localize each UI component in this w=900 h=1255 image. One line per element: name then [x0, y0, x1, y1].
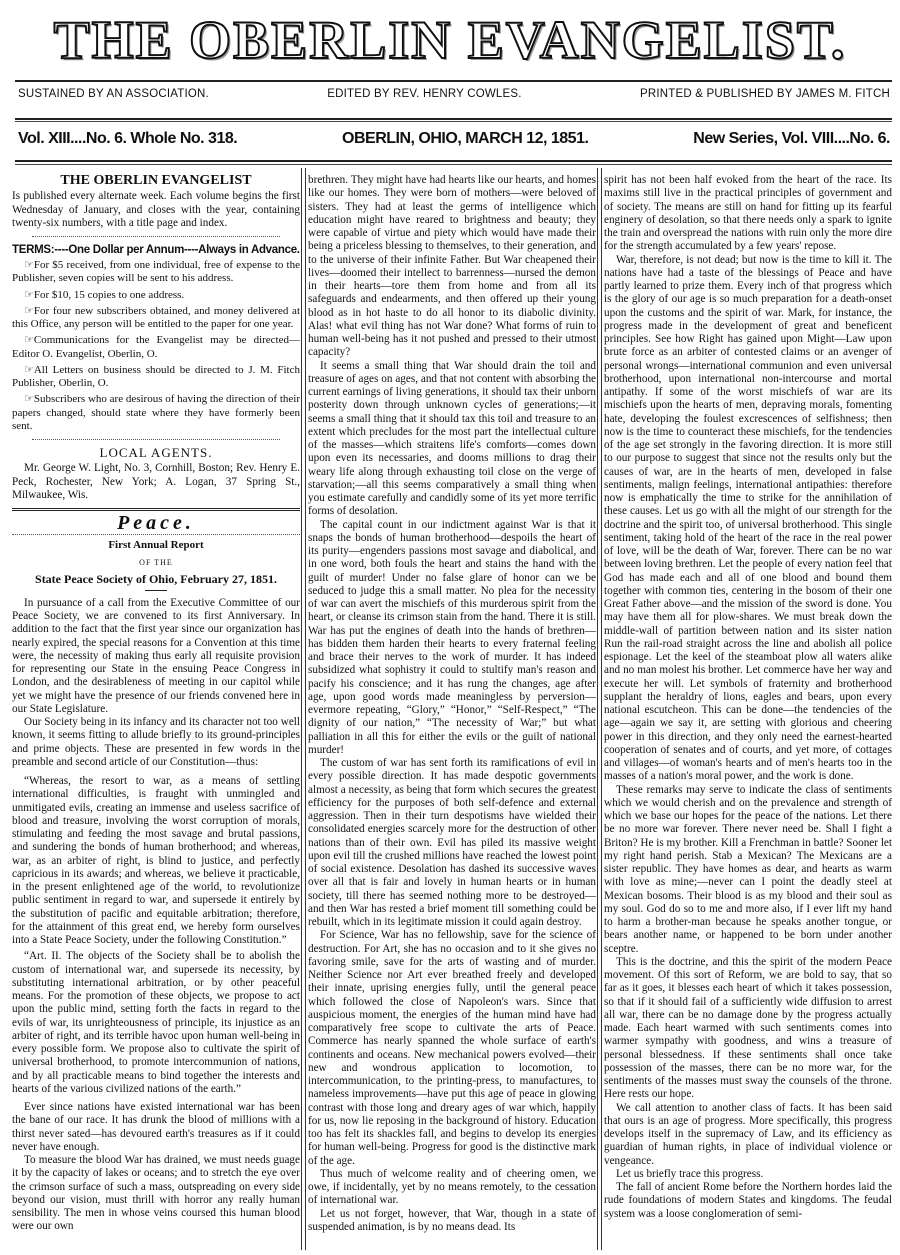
masthead — [0, 0, 900, 80]
paragraph: These remarks may serve to indicate the class of sentiments which we would cherish and on the prevalence and strength of which we base our hopes for the peace of the nations. Let there be no more war forever. There never need be. Shall I fight a Briton? He is my brother. Kill a Frenchman in battle? Sooner let my right hand perish. Stab a Mexican? The Mexicans are a sister republic. They have homes as dear, and hearts as warm with love as mine;—never can I point the deadly steel at Mexican bosoms. Their blood is as my blood and their soul as my soul. God do so to me and more also, if I ever lift my hand to harm a brother-man because he speaks another tongue, or bears another name, or happened to be born under another sceptre. — [604, 783, 892, 955]
paragraph: For Science, War has no fellowship, save for the science of destruction. For Art, she has no occasion and to it she gives no favoring smile, save for the arts of wasting and of murder. Neither Science nor Art ever breathed freely and developed their innate, uprising energies fully, until the general peace which followed the close of Napoleon's wars. Since that auspicious moment, the energies of the human mind have had comparatively free scope to cultivate the arts of Peace. Commerce has nearly spanned the whole surface of earth's continents and oceans. New mechanical powers evolved—their new and wondrous application to locomotion, to intercommunication, to the printing-press, to manufactures, to nameless improvements—have put this age of peace in glowing contrast with those long and dreary ages of war which, happily for us, now lie reposing in the background of history. Education too has felt its shackles fall, and begins to develop its energies for human well-being. Progress for good is the distinctive mark of the age. — [308, 929, 596, 1167]
agents-list: Mr. George W. Light, No. 3, Cornhill, Boston; Rev. Henry E. Peck, Rochester, New York; A. Logan, 37 Spring St., Milwaukee, Wis. — [12, 462, 300, 501]
paragraph: The fall of ancient Rome before the Northern hordes laid the rude foundations of modern States and kingdoms. The feudal system was a loose conglomeration of semi- — [604, 1181, 892, 1220]
column-1 — [12, 174, 300, 1234]
report-society: State Peace Society of Ohio, February 27, 1851. — [35, 571, 277, 586]
notice: ☞For $5 received, from one individual, free of expense to the Publisher, seven copies will be sent to his address. — [12, 259, 300, 285]
paragraph: The capital count in our indictment against War is that it snaps the bonds of human brotherhood—despoils the heart of its purity—engenders passions most savage and diabolical, and in one word, both fouls the heart and stains the hand with the guilt of murder! Under no false glare of honor can we be seduced to judge this a small matter. No plea for the necessity of war can avert the mischiefs of this murderous spirit from the heart, or cleanse its crimson stain from the hand. There it is still. War has put the engines of death into the hands of brethren—has bidden them harden their hearts to every fraternal feeling and brace their nerves to the work of murder. It has indeed subsidized what sophistry it could to stultify man's reason and pacify his conscience; and it has rung the changes, age after age, upon good words made meaningless by perversion—evermore repeating, “Glory,” “Honor,” “Self-Respect,” “The dignity of our nation,” “The necessity of War;” but what palliation in all this for either the evils or the guilt of national murder! — [308, 518, 596, 756]
column-2 — [308, 174, 596, 1234]
column-divider — [301, 168, 306, 1250]
paragraph: We call attention to another class of facts. It has been said that ours is an age of progress. More specifically, this progress develops itself in the supremacy of Law, and its efficiency as guardian of human rights, in place of individual violence or vengeance. — [604, 1101, 892, 1167]
paragraph: To measure the blood War has drained, we must needs guage it by the capacity of lakes or oceans; and to stretch the eye over the crimson surface of such a mass, outspreading on every side beyond our vision, must thrill with horror any really human sensibility. The men in whose veins coursed this human blood were our own — [12, 1154, 300, 1233]
quote-paragraph: “Art. II. The objects of the Society shall be to abolish the custom of international war, and supersede its necessity, by substituting international arbitration, or by other peaceful means. For the promotion of these objects, we propose to act upon the public mind, setting forth the facts in regard to the evils of war, its unrighteousness of principle, its injustice as an arbiter of right, and its terrible havoc upon human well-being in every possible form. We propose also to cultivate the spirit of universal brotherhood, to promote intercommunion of nations, and by all practicable means to bind together the interests and hearts of the various civilized nations of the earth.” — [12, 950, 300, 1095]
info-intro: Is published every alternate week. Each volume begins the first Wednesday of January, and closes with the year, containing twenty-six numbers, with a title page and index. — [12, 190, 300, 229]
divider — [15, 160, 892, 162]
divider — [12, 534, 300, 535]
paragraph: This is the doctrine, and this the spirit of the modern Peace movement. Of this sort of Reform, we are bold to say, that so far as it goes, it blesses each heart of which it takes possession, so that if it should fail of a sufficiently wide diffusion to arrest all war, there can be no damage done by the progress actually made. Each heart warmed with such sentiments comes into warmer sympathy with goodness, and wins a treasure of personal blessedness. If these sentiments shall once take possession of the masses, there can be no more war, for the sentiments of the masses must sway the counsels of the throne. Here rests our hope. — [604, 955, 892, 1101]
paragraph: It seems a small thing that War should drain the toil and treasure of ages on ages, and that not content with absorbing the current earnings of living generations, it should tax their unborn posterity down through unknown cycles of generations;—it seems a small thing that it should tax this toil and treasure to an extent which precludes for the most part the intellectual culture of the masses—which straitens life's comforts—comes down upon even its necessaries, and dooms millions to drag their weary life along through exhausting toil close on the verge of starvation;—all this seems comparatively a small thing when you estimate carefully and candidly some of its yet more terrific forms of desolation. — [308, 359, 596, 518]
paragraph: In pursuance of a call from the Executive Committee of our Peace Society, we are convened to its first Anniversary. In addition to the fact that the first year since our organization has nearly expired, the special reasons for a Convention at this time were, the necessity of making thus early all requisite provision for representing our State in the ensuing Peace Congress in London, and the desirableness of meeting in our capitol while yet we might have the presence of our friends convened here in our State Legislature. — [12, 596, 300, 715]
column-divider — [597, 168, 602, 1250]
divider — [145, 590, 167, 591]
divider — [15, 121, 892, 122]
divider — [12, 508, 300, 511]
publisher: PRINTED & PUBLISHED BY JAMES M. FITCH — [639, 88, 890, 100]
paragraph: spirit has not been half evoked from the heart of the race. Its maxims still live in the practical principles of government and of society. The means are still on hand for fitting up its fearful enginery of desolation, so that there needs only a spark to ignite the train and overspread the nations with ruin only the more dire for the strength accumulated by a few years' repose. — [604, 174, 892, 253]
series-number: New Series, Vol. VIII....No. 6. — [693, 130, 890, 147]
sustained-by: SUSTAINED BY AN ASSOCIATION. — [18, 88, 209, 100]
section-heading: Peace. — [117, 512, 195, 534]
editor: EDITED BY REV. HENRY COWLES. — [327, 88, 522, 100]
terms: TERMS:----One Dollar per Annum----Always in Advance. — [12, 244, 300, 256]
quote-paragraph: “Whereas, the resort to war, as a means of settling international difficulties, is fraught with unmingled and unmitigated evils, creating an immense and useless sacrifice of blood and treasure, involving the worst corruption of morals, stimulating and feeding the most savage and brutal passions, and sundering the bonds of human brotherhood; and whereas, war, as an arbiter of right, is blind to justice, and perfectly capricious in its awards; and whereas, we believe it practicable, in the present enlightened age of the world, to revolutionize public sentiment in regard to war, and supersede it entirely by the substitution of pacific and equitable arbitration; therefore, for the attainment of this great end, we hereby form ourselves into a State Peace Society, under the following Constitution.” — [12, 775, 300, 946]
newspaper-title: THE OBERLIN EVANGELIST. — [53, 10, 847, 70]
divider — [15, 164, 892, 165]
paragraph: Ever since nations have existed international war has been the bane of our race. It has drunk the blood of millions with a thirst never sated—has devoured earth's treasures as if it could never have enough. — [12, 1101, 300, 1153]
issue-line — [18, 130, 890, 154]
report-of-the: OF THE — [139, 557, 173, 567]
notice: ☞All Letters on business should be directed to J. M. Fitch Publisher, Oberlin, O. — [12, 363, 300, 389]
column-3 — [604, 174, 892, 1221]
paragraph: The custom of war has sent forth its ramifications of evil in every possible direction. It has made despotic governments almost a necessity, as being that form which secures the greatest efficiency for the purposes of both self-defence and external aggression. Then in their turn despotisms have wielded their consolidated energies scarcely more for the destruction of other nations than of their own. Evil has piled its massive weight upon evil till the crushed millions have reached the lowest point of social existence. Desolation has dashed its successive waves over all that is fair and lovely in human hearts or in human society, till there has seemed nothing more to be destroyed—and then War has rested a brief moment till something could be rebuilt, which in its legitimate mission it could again destroy. — [308, 757, 596, 928]
paragraph: Let us not forget, however, that War, though in a state of suspended animation, is by no means dead. Its — [308, 1207, 596, 1233]
notice: ☞For four new subscribers obtained, and money delivered at this Office, any person will be entitled to the paper for one year. — [12, 304, 300, 330]
header-credits — [18, 88, 890, 108]
divider — [32, 236, 280, 237]
agents-title: LOCAL AGENTS. — [99, 445, 213, 460]
paragraph: brethren. They might have had hearts like our hearts, and homes like our homes. They were born of mothers—were beloved of sisters. They had at least the germs of intelligence which education might have reared to brightness and beauty; they were capable of virtue and piety which would have made their being a priceless blessing to themselves, to their generation, and to the universe of their infinite Father. But War cheapened their lives—doomed their intellect to barrenness—nursed the demon in their hearts—tore them from home and from all its safeguards and endearments, and then offered up their young blood as in hot haste to do all honor to its diabolic divinity. Alas! what evil thing has not War done? What forms of ruin to human well-being has it not pushed and pressed to their utmost capacity? — [308, 174, 596, 359]
dateline: OBERLIN, OHIO, MARCH 12, 1851. — [342, 130, 589, 147]
notice: ☞For $10, 15 copies to one address. — [24, 288, 185, 301]
paragraph: Our Society being in its infancy and its character not too well known, it seems fitting to allude briefly to its ground-principles and prime objects. These are presented in few words in the preamble and second article of our Constitution—thus: — [12, 716, 300, 768]
paragraph: War, therefore, is not dead; but now is the time to kill it. The nations have had a taste of the blessings of Peace and have partly learned to prize them. Every inch of that progress which is the glory of our age is so much preparation for a death-onset upon the customs and the spirit of war. Mark, for instance, the progress made in the development of great and beneficent principles. See how Right has gained upon Might—Law upon brute force as an arbiter of contested claims or an avenger of personal wrongs—international communion and even universal brotherhood, upon international non-intercourse and mortal antipathy. If some of the worst mischiefs of war are its mischiefs upon the hearts of men, depraving morals, fomenting hate, developing the foulest excrescences of selfishness; then now is the time to counteract these mischiefs, for the tendencies of the age set strongly in the favoring direction. It is more still to our purpose to suggest that since not the results only but the causes of war, are in the hearts of men, developed in false sentiments, malign feelings, international antipathies: therefore now is emphatically the time to strike for the annihilation of these causes. Let us go with all the might of our strength for the doctrine and the spirit too, of universal brotherhood. This single sentiment, taking hold of the heart of the race in the real power of love, will be the death of War, forever. There can be no war between loving brethren. Let the people of every nation feel that God has made each and all of one blood and bound them together with common ties, centering in the bosom of their one Great Father above—and the mission of the sword is done. You may have them all for plow-shares. We must break down the middle-wall of partition between nation and its sister nation Run the rail-road straight across the line and abolish all police espionage. Let the keel of the steamboat plow all waters alike and no man molest his brother. Let commerce have her way and execute her will. Let symbols of fraternity and brotherhood supplant the heraldry of lions, eagles and bears, upon every national escutcheon. This can be done—the tendencies of the age—again we say it, are setting with glorious and cheering power in this direction, and they only need the earnest-hearted cooperation of senates and of courts, and yet more, of cottages and villages—of woman's hearts and of men's hearts too in the masses of a nation's moral power, and the work is done. — [604, 253, 892, 783]
report-title: First Annual Report — [108, 539, 204, 552]
divider — [15, 80, 892, 82]
volume-number: Vol. XIII....No. 6. Whole No. 318. — [18, 130, 238, 147]
notice: ☞Subscribers who are desirous of having the direction of their papers changed, should state where they have formerly been sent. — [12, 393, 300, 432]
paragraph: Thus much of welcome reality and of cheering omen, we owe, if incidentally, yet by no means remotely, to the cessation of international war. — [308, 1167, 596, 1207]
divider — [32, 439, 280, 440]
notice: ☞Communications for the Evangelist may be directed—Editor O. Evangelist, Oberlin, O. — [12, 334, 300, 360]
divider — [15, 118, 892, 120]
info-box-title: THE OBERLIN EVANGELIST — [60, 173, 252, 188]
paragraph: Let us briefly trace this progress. — [616, 1167, 764, 1180]
